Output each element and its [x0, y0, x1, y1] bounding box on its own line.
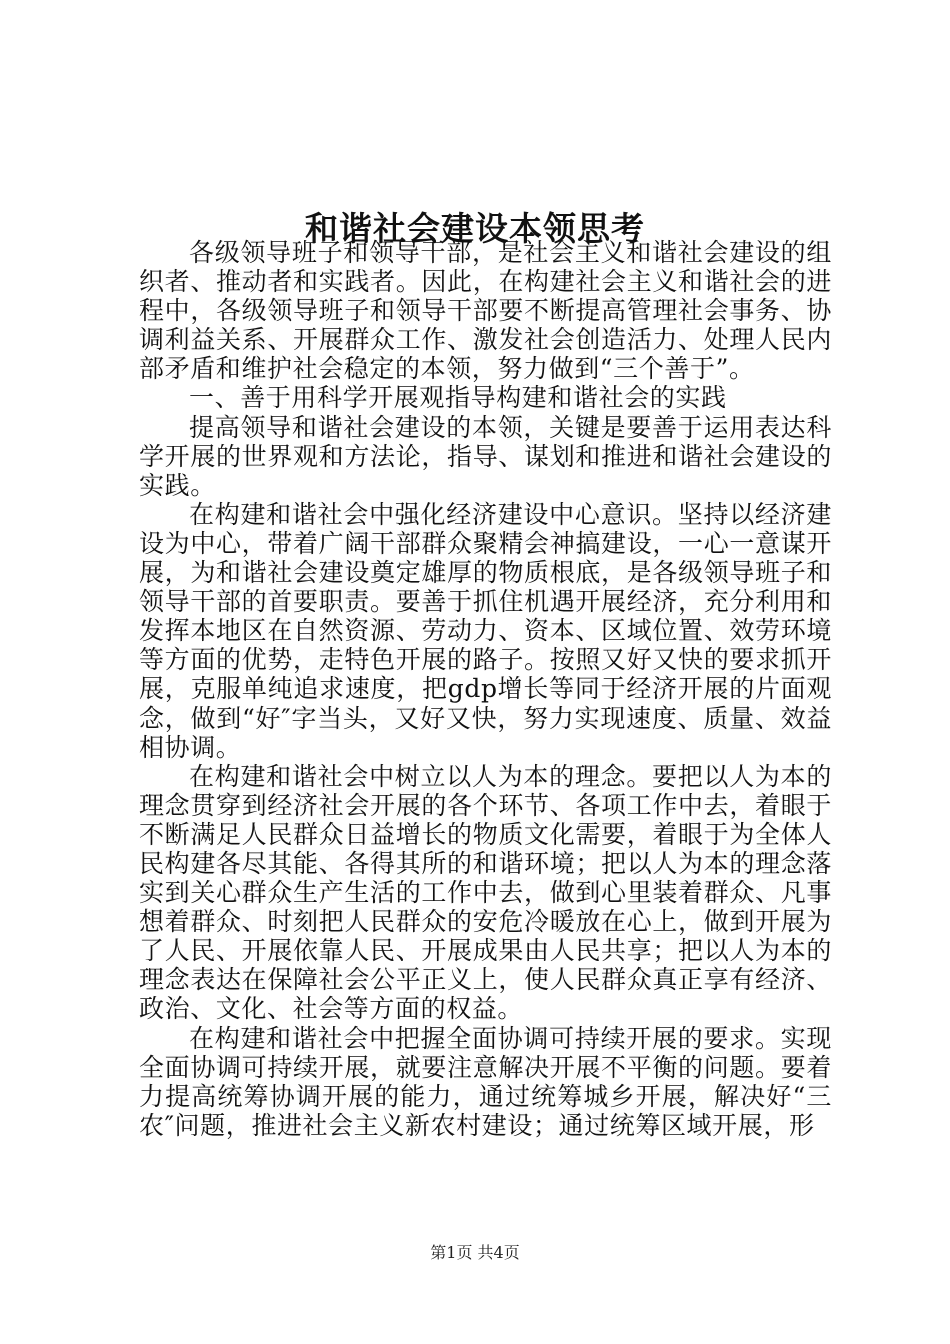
- document-body: [139, 238, 832, 1140]
- paragraph-intro: 各级领导班子和领导干部，是社会主义和谐社会建设的组织者、推动者和实践者。因此，在构建社会主义和谐社会的进程中，各级领导班子和领导干部要不断提高管理社会事务、协调利益关系、开展群众工作、激发社会创造活力、处理人民内部矛盾和维护社会稳定的本领，努力做到“三个善于”。: [139, 238, 832, 384]
- section-heading: 一、善于用科学开展观指导构建和谐社会的实践: [189, 383, 727, 413]
- document-title: 和谐社会建设本领思考: [305, 209, 645, 249]
- paragraph: 在构建和谐社会中树立以人为本的理念。要把以人为本的理念贯穿到经济社会开展的各个环节、各项工作中去，着眼于不断满足人民群众日益增长的物质文化需要，着眼于为全体人民构建各尽其能、各得其所的和谐环境；把以人为本的理念落实到关心群众生产生活的工作中去，做到心里装着群众、凡事想着群众、时刻把人民群众的安危冷暖放在心上，做到开展为了人民、开展依靠人民、开展成果由人民共享；把以人为本的理念表达在保障社会公平正义上，使人民群众真正享有经济、政治、文化、社会等方面的权益。: [139, 761, 832, 1024]
- paragraph: 提高领导和谐社会建设的本领，关键是要善于运用表达科学开展的世界观和方法论，指导、谋划和推进和谐社会建设的实践。: [139, 412, 832, 500]
- page-number-footer: 第1页 共4页: [430, 1243, 520, 1262]
- paragraph: 在构建和谐社会中把握全面协调可持续开展的要求。实现全面协调可持续开展，就要注意解决开展不平衡的问题。要着力提高统筹协调开展的能力，通过统筹城乡开展，解决好“三农″问题，推进社会主义新农村建设；通过统筹区域开展，形: [139, 1023, 832, 1140]
- paragraph: 在构建和谐社会中强化经济建设中心意识。坚持以经济建设为中心，带着广阔干部群众聚精会神搞建设，一心一意谋开展，为和谐社会建设奠定雄厚的物质根底，是各级领导班子和领导干部的首要职责。要善于抓住机遇开展经济，充分利用和发挥本地区在自然资源、劳动力、资本、区域位置、效劳环境等方面的优势，走特色开展的路子。按照又好又快的要求抓开展，克服单纯追求速度，把gdp增长等同于经济开展的片面观念，做到“好″字当头，又好又快，努力实现速度、质量、效益相协调。: [139, 499, 832, 762]
